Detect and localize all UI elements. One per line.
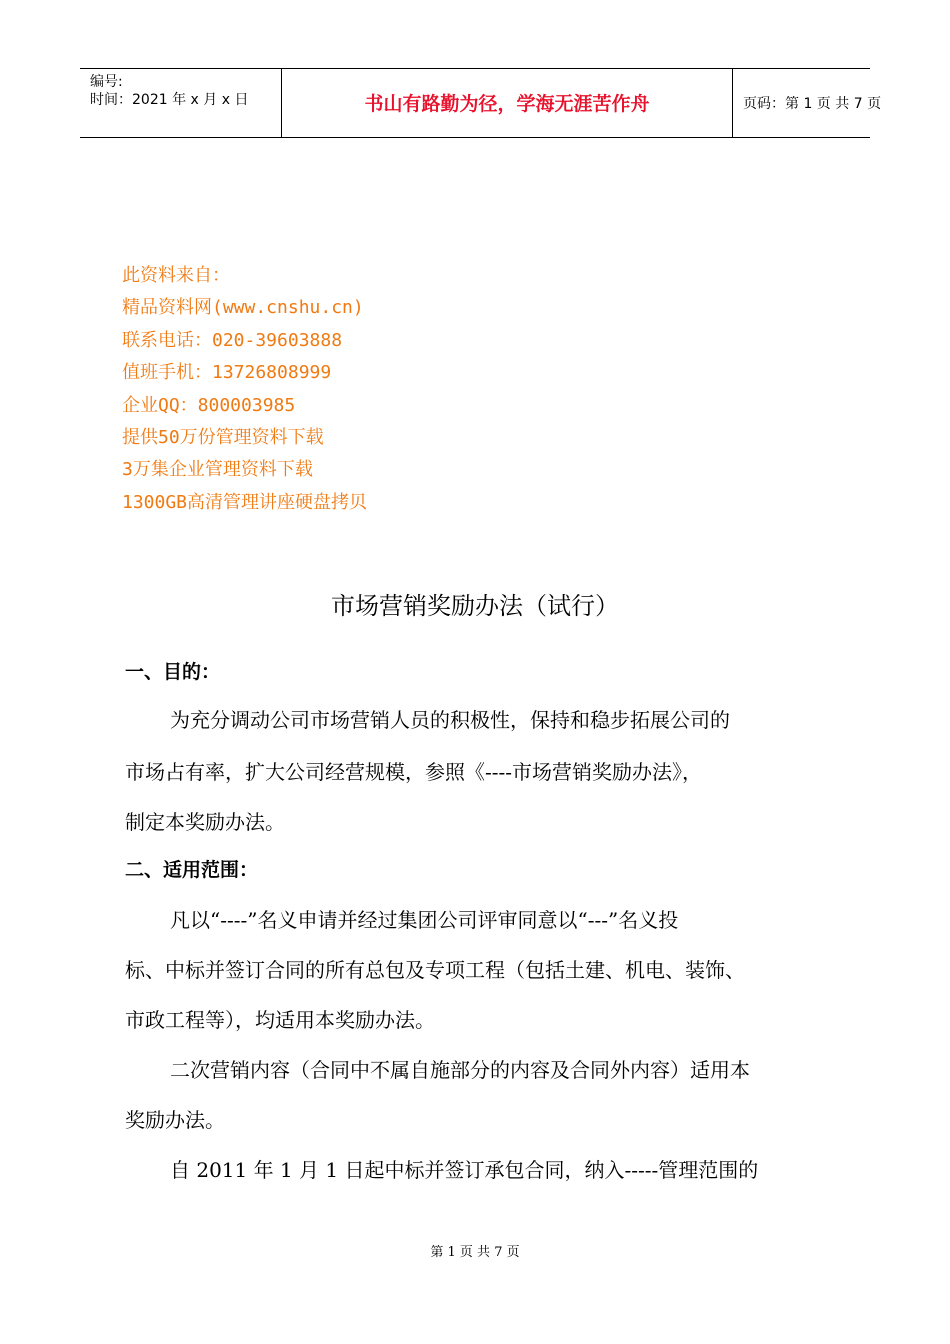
document-title: 市场营销奖励办法（试行）	[331, 592, 619, 620]
source-info-line: 企业QQ：800003985	[122, 394, 296, 416]
document-number-label: 编号:	[90, 74, 123, 90]
paragraph-line: 奖励办法。	[125, 1108, 225, 1132]
paragraph-line: 制定本奖励办法。	[125, 810, 285, 834]
paragraph-line: 二次营销内容（合同中不属自施部分的内容及合同外内容）适用本	[170, 1058, 750, 1082]
header-motto-cell	[282, 69, 733, 137]
document-time-label: 时间：2021 年 x 月 x 日	[90, 92, 249, 108]
source-info-line: 3万集企业管理资料下载	[122, 459, 313, 481]
source-info-line: 1300GB高清管理讲座硬盘拷贝	[122, 491, 368, 513]
section-heading-scope: 二、适用范围：	[125, 859, 259, 881]
page-footer-number: 第 1 页 共 7 页	[430, 1245, 520, 1260]
source-info-line: 提供50万份管理资料下载	[122, 426, 324, 448]
paragraph-line: 为充分调动公司市场营销人员的积极性，保持和稳步拓展公司的	[170, 708, 730, 732]
paragraph-line: 市场占有率，扩大公司经营规模，参照《----市场营销奖励办法》，	[125, 760, 703, 784]
page-header	[80, 68, 882, 138]
source-info-line: 精品资料网(www.cnshu.cn)	[122, 297, 364, 319]
section-heading-purpose: 一、目的：	[125, 661, 221, 683]
source-info-line: 联系电话：020-39603888	[122, 329, 343, 351]
source-info-line: 值班手机：13726808999	[122, 362, 332, 384]
header-page-cell	[733, 69, 882, 137]
header-info-cell	[80, 69, 282, 137]
paragraph-line: 标、中标并签订合同的所有总包及专项工程（包括土建、机电、装饰、	[125, 958, 745, 982]
paragraph-line: 市政工程等），均适用本奖励办法。	[125, 1008, 435, 1032]
source-info-line: 此资料来自：	[122, 265, 230, 286]
paragraph-line: 自 2011 年 1 月 1 日起中标并签订承包合同，纳入-----管理范围的	[170, 1158, 759, 1182]
paragraph-line: 凡以“----”名义申请并经过集团公司评审同意以“---”名义投	[170, 908, 679, 932]
source-info-block	[122, 260, 367, 519]
header-page-number: 页码：第 1 页 共 7 页	[743, 96, 882, 112]
header-motto: 书山有路勤为径，学海无涯苦作舟	[364, 93, 650, 115]
